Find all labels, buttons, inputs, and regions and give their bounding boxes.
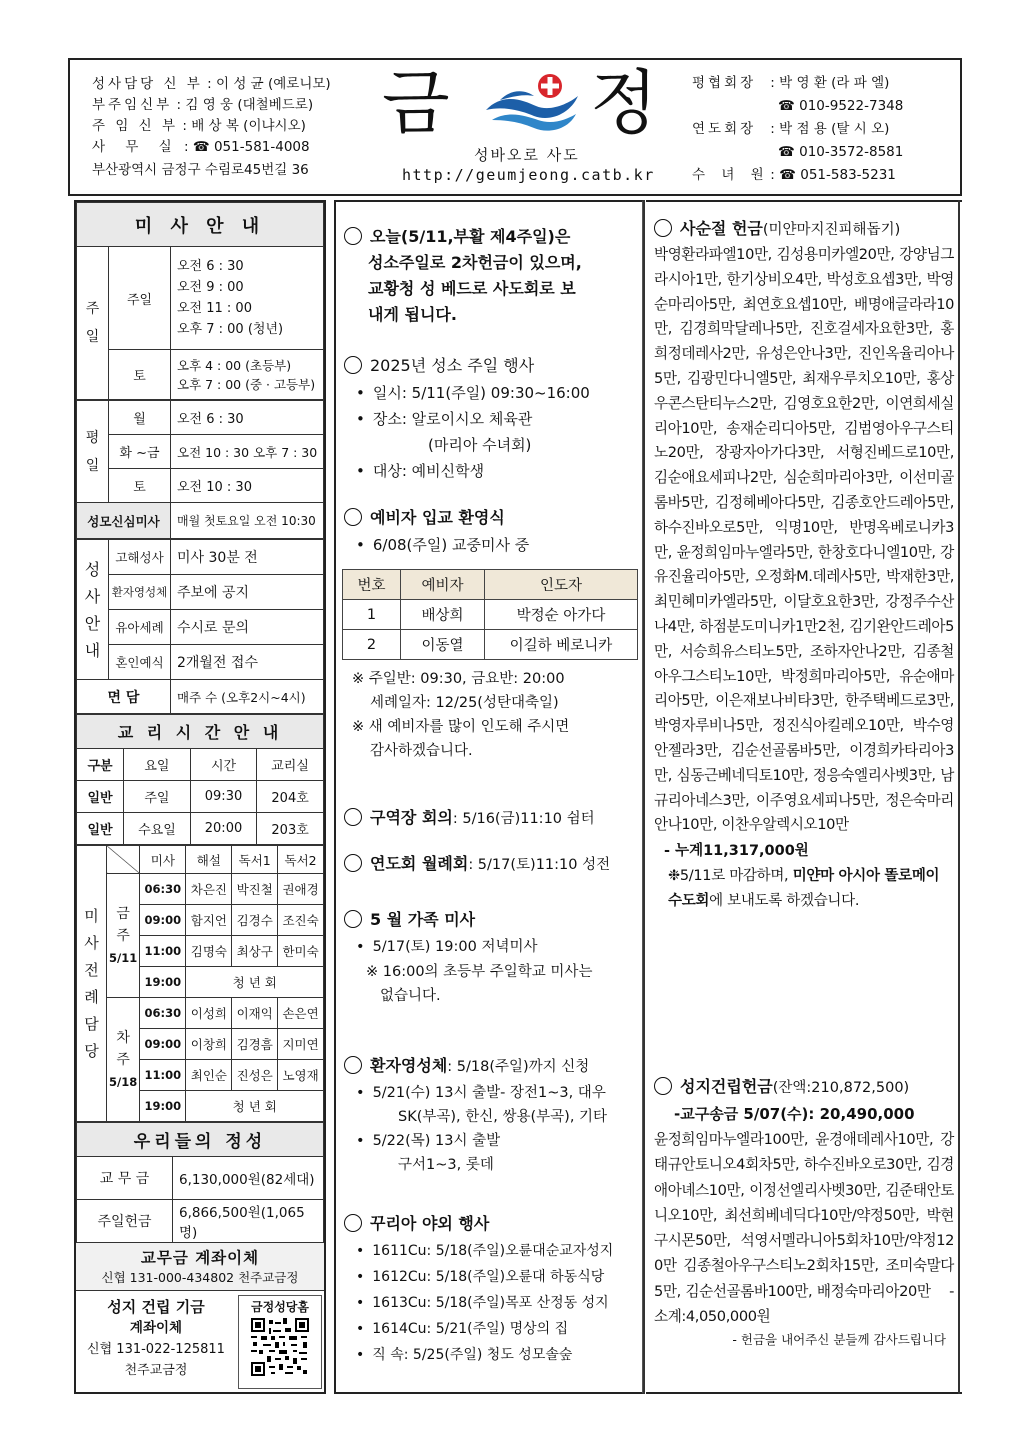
notice-text: 성소주일로 2차헌금이 있으며,: [368, 253, 582, 272]
convent-phone: 수 녀 원 : ☎ 051-583-5231: [692, 167, 896, 183]
lent-close-note: ❉5/11로 마감하며, 미얀마 아시아 똘로메이 수도회에 보내도록 하겠습니다.: [668, 868, 940, 910]
sunday-group: 주 일: [77, 247, 109, 400]
notice-title: 구역장 회의: 5/16(금)11:10 쉼터: [344, 804, 640, 833]
left-column: [74, 200, 326, 1394]
col-header: 해설: [186, 846, 232, 874]
lent-offering-section: [654, 216, 954, 914]
notice-line: • 1613Cu: 5/18(주일)목포 산정동 성지: [344, 1290, 640, 1316]
note-line: ※ 주일반: 09:30, 금요반: 20:00: [352, 671, 565, 687]
header-box: [68, 58, 962, 196]
table-cell: 손은연: [278, 998, 324, 1029]
notice-line: • 5/22(목) 13시 출발: [344, 1129, 640, 1153]
notice-line: 구서1~3, 롯데: [398, 1157, 494, 1173]
sunday-label: 주일: [109, 247, 171, 350]
col-header: 예비자: [401, 570, 485, 600]
notice-text: 교황청 성 베드로 사도회로 보: [368, 279, 576, 298]
mass-time: 06:30: [140, 874, 186, 905]
fund-info: 성지 건립 기금 계좌이체 신협 131-022-125811 천주교금정: [87, 1298, 225, 1378]
table-cell: 최인순: [186, 1060, 232, 1091]
mass-schedule-table: [76, 202, 324, 400]
parish-subtitle: 성바오로 사도: [474, 146, 580, 164]
building-donor-list: 윤정희임마누엘라100만, 윤경애데레사10만, 강태규안토니오4회차5만, 하수진바오로30만, 김경애아녜스10만, 이정선엘리사벳30만, 김준태안토니오10만, 최선희베네딕다10만/약정50만, 박현구시몬50만, 석영서멜라니아5회차10만/약정120만 김종철아우구스티노2회차15만, 조미숙말다5만, 김순선골롬바100만, 배정숙마리아20만 -소계:4,050,000원: [654, 1131, 954, 1326]
mass-time: 06:30: [140, 998, 186, 1029]
sacrament-value: 미사 30분 전: [171, 540, 324, 575]
notice-title: 환자영성체: 5/18(주일)까지 신청: [344, 1052, 640, 1081]
saturday-label: 토: [109, 350, 171, 400]
col-header: 독서1: [232, 846, 278, 874]
weekday-table: [76, 400, 324, 539]
table-cell: 박정순 아가다: [485, 600, 638, 630]
thanks-note: - 헌금을 내어주신 분들께 감사드립니다: [732, 1332, 946, 1348]
notice-text: 내게 됩니다.: [368, 305, 457, 324]
notice-district-meeting: [344, 804, 640, 833]
mon-time: 오전 6 : 30: [171, 401, 324, 435]
notice-line: • 장소: 알로이시오 체육관: [344, 406, 640, 432]
council-line: 평협회장 : 박 영 환 (라 파 엘): [692, 75, 890, 91]
saturday-times: 오후 4 : 00 (초등부) 오후 7 : 00 (중 · 고등부): [171, 350, 324, 400]
col-header: 번호: [343, 570, 401, 600]
table-cell: 한미숙: [278, 936, 324, 967]
table-cell: 이성희: [186, 998, 232, 1029]
offering-value: 6,130,000원(82세대): [173, 1157, 324, 1200]
wd-sat-label: 토: [109, 469, 171, 503]
table-cell: 청 년 회: [186, 1091, 324, 1122]
notice-line: • 6/08(주일) 교중미사 중: [344, 532, 640, 558]
notice-catechumen: [344, 504, 640, 558]
sacrament-table: [76, 539, 324, 714]
notice-family-mass: [344, 906, 640, 1008]
table-cell: 김경수: [232, 905, 278, 936]
col-header: 독서2: [278, 846, 324, 874]
notice-line: • 직 속: 5/25(주일) 청도 성모솔숲: [344, 1342, 640, 1368]
notice-line: • 1611Cu: 5/18(주일)오륜대순교자성지: [344, 1238, 640, 1264]
title-char-2: 정: [590, 62, 658, 144]
liturgy-group: 미 사 전 례 담 당: [77, 846, 107, 1122]
table-cell: 주일: [124, 781, 191, 813]
table-cell: 차은진: [186, 874, 232, 905]
notice-line: • 대상: 예비신학생: [344, 458, 640, 484]
table-cell: 09:30: [190, 781, 256, 813]
sacrament-label: 유아세례: [109, 610, 171, 645]
table-cell: 일반: [77, 813, 124, 845]
notice-line: (마리아 수녀회): [428, 436, 532, 454]
account-title: 교무금 계좌이체: [140, 1249, 260, 1267]
qr-code-icon: [251, 1318, 309, 1376]
notice-line: • 5/21(수) 13시 출발- 장전1~3, 대우: [344, 1081, 640, 1105]
table-cell: 일반: [77, 781, 124, 813]
notice-line: • 5/17(토) 19:00 저녁미사: [344, 934, 640, 960]
mass-time: 09:00: [140, 1029, 186, 1060]
building-fund-section: [654, 1074, 954, 1351]
offering-value: 6,866,500원(1,065명): [173, 1200, 324, 1243]
clergy-info: [92, 74, 331, 181]
notice-requiem-meeting: [344, 850, 640, 879]
table-cell: 203호: [257, 813, 324, 845]
liturgy-table: [76, 845, 324, 1122]
council-info: [692, 72, 962, 187]
catechumen-notes: [352, 667, 642, 763]
notice-title: 5 월 가족 미사: [344, 906, 640, 934]
fund-box: [76, 1291, 324, 1393]
diagonal-cell: [107, 846, 140, 874]
sacrament-group: 성 사 안 내: [77, 540, 109, 680]
table-cell: 이동열: [401, 630, 485, 660]
table-cell: 청 년 회: [186, 967, 324, 998]
notice-curia-event: [344, 1210, 640, 1368]
col-header: 구분: [77, 749, 124, 781]
this-week-label: 금 주 5/11: [107, 874, 140, 998]
offering-table: [76, 1122, 324, 1243]
office-phone: 사 무 실 : ☎ 051-581-4008: [92, 139, 310, 155]
parish-logo-icon: [478, 70, 588, 140]
sacrament-label: 고해성사: [109, 540, 171, 575]
col-header: 인도자: [485, 570, 638, 600]
sacrament-value: 주보에 공지: [171, 575, 324, 610]
mass-time: 11:00: [140, 1060, 186, 1091]
col-header: 요일: [124, 749, 191, 781]
wd-sat-time: 오전 10 : 30: [171, 469, 324, 503]
lent-total: - 누계11,317,000원: [664, 843, 809, 860]
account-line: 신협 131-000-434802 천주교금정: [101, 1270, 299, 1285]
catechumen-table: [342, 569, 638, 660]
table-cell: 진성은: [232, 1060, 278, 1091]
note-line: 감사하겠습니다.: [370, 743, 473, 759]
table-cell: 1: [343, 600, 401, 630]
table-cell: 김경흠: [232, 1029, 278, 1060]
sacrament-value: 2개월전 접수: [171, 645, 324, 680]
table-cell: 2: [343, 630, 401, 660]
offering-label: 주일헌금: [77, 1200, 173, 1243]
col-header: 시간: [190, 749, 256, 781]
lent-title: 사순절 헌금(미얀마지진피해돕기): [654, 216, 954, 243]
table-cell: 수요일: [124, 813, 191, 845]
notice-title: 2025년 성소 주일 행사: [344, 352, 640, 380]
interview-value: 매주 수 (오후2시~4시): [171, 680, 324, 714]
qr-box[interactable]: [238, 1295, 322, 1389]
notice-vocation-sunday: [344, 224, 640, 328]
bullet-circle-icon: [654, 219, 672, 237]
table-cell: 조진숙: [278, 905, 324, 936]
bullet-circle-icon: [344, 1056, 362, 1074]
bullet-circle-icon: [654, 1077, 672, 1095]
lent-donor-list: 박영환라파엘10만, 김성용미카엘20만, 강양님그라시아1만, 한기상비오4만, 박성호요셉3만, 박영순마리아5만, 최연호요셉10만, 배명애글라라10만, 김경희막달레나5만, 진호걸세자요한3만, 홍희정데레사2만, 유성은안나3만, 진인옥율리아나5만, 김광민다니엘5만, 최재우루치오10만, 홍상우콘스탄티누스2만, 김영호요한2만, 이연희세실리아10만, 송재순리디아5만, 김범영아우구스티노20만, 장광자아가다3만, 서형진베드로10만, 김순애요세피나2만, 심순희마리아3만, 이선미골롬바5만, 김정헤베아다5만, 김종호안드레아5만, 하수진바오로5만, 익명10만, 반명옥베로니카3만, 윤정희임마누엘라5만, 한창호다니엘10만, 강유진율리아5만, 오정화M.데레사5만, 박재한3만, 최민혜미카엘라5만, 이달호요한3만, 강정주수산나4만, 하점분도미니카1만2천, 김기완안드레아5만, 서승희유스티노5만, 조하자안나2만, 김종철아우그스티노10만, 박정희마리아5만, 유순애마리아5만, 이은재보나비타3만, 한주택베드로3만, 박영자루비나5만, 정진식아킬레오10만, 박수영안젤라3만, 김순선골롬바5만, 이경희카타리아3만, 심동근베네딕토10만, 정응숙엘리사벳3만, 남규리아네스3만, 이주영요세피나5만, 정은숙마리안나10만, 이찬우알렉시오10만: [654, 246, 954, 834]
table-cell: 이길하 베로니카: [485, 630, 638, 660]
table-cell: 204호: [257, 781, 324, 813]
sacrament-label: 혼인예식: [109, 645, 171, 680]
sacrament-label: 환자영성체: [109, 575, 171, 610]
catechism-time-title: 교 리 시 간 안 내: [77, 715, 324, 749]
offering-label: 교 무 금: [77, 1157, 173, 1200]
clergy-line: 주 임 신 부 : 배 상 복 (이냐시오): [92, 118, 306, 134]
notice-title: 꾸리아 야외 행사: [344, 1210, 640, 1238]
bullet-circle-icon: [344, 854, 362, 872]
account-box: [76, 1243, 324, 1291]
table-cell: 권애경: [278, 874, 324, 905]
table-cell: 노영재: [278, 1060, 324, 1091]
interview-label: 면 담: [77, 680, 171, 714]
note-line: 없습니다.: [380, 988, 441, 1004]
address: 부산광역시 금정구 수림로45번길 36: [92, 162, 309, 178]
tue-fri-label: 화 ~금: [109, 435, 171, 469]
clergy-line: 성사담당 신 부 : 이 성 균 (예로니모): [92, 76, 331, 92]
bullet-circle-icon: [344, 910, 362, 928]
col-header: 미사: [140, 846, 186, 874]
bullet-circle-icon: [344, 1214, 362, 1232]
notice-text: 오늘(5/11,부활 제4주일)은: [344, 224, 640, 250]
notice-title: 연도회 월례회: 5/17(토)11:10 성전: [344, 850, 640, 879]
notice-line: • 1614Cu: 5/21(주일) 명상의 집: [344, 1316, 640, 1342]
notice-sick-communion: [344, 1052, 640, 1177]
council-phone: ☎ 010-3572-8581: [778, 144, 904, 160]
notice-title: 예비자 입교 환영식: [344, 504, 640, 532]
bullet-circle-icon: [344, 356, 362, 374]
mass-time: 19:00: [140, 967, 186, 998]
table-cell: 20:00: [190, 813, 256, 845]
note-line: 세례일자: 12/25(성탄대축일): [370, 695, 559, 711]
bullet-circle-icon: [344, 508, 362, 526]
bullet-circle-icon: [344, 808, 362, 826]
table-cell: 박진철: [232, 874, 278, 905]
note-line: ※ 새 예비자를 많이 인도해 주시면: [352, 719, 570, 735]
parish-url[interactable]: http://geumjeong.catb.kr: [402, 166, 655, 184]
table-cell: 이재익: [232, 998, 278, 1029]
tue-fri-time: 오전 10 : 30 오후 7 : 30: [171, 435, 324, 469]
building-transfer: -교구송금 5/07(수): 20,490,000: [674, 1105, 915, 1123]
mass-time: 19:00: [140, 1091, 186, 1122]
col-header: 교리실: [257, 749, 324, 781]
qr-label: 금정성당홈: [251, 1300, 309, 1314]
table-cell: 지미연: [278, 1029, 324, 1060]
mass-time: 11:00: [140, 936, 186, 967]
catechism-time-table: [76, 714, 324, 845]
notice-line: • 일시: 5/11(주일) 09:30~16:00: [344, 380, 640, 406]
council-phone: ☎ 010-9522-7348: [778, 98, 904, 114]
table-cell: 이창희: [186, 1029, 232, 1060]
table-cell: 배상희: [401, 600, 485, 630]
title-char-1: 금: [382, 62, 450, 144]
mass-title: 미 사 안 내: [77, 203, 324, 247]
notice-line: SK(부곡), 한신, 쌍용(부곡), 기타: [398, 1109, 608, 1125]
bullet-circle-icon: [344, 227, 362, 245]
mon-label: 월: [109, 401, 171, 435]
next-week-label: 차 주 5/18: [107, 998, 140, 1122]
weekday-group: 평 일: [77, 401, 109, 503]
mass-time: 09:00: [140, 905, 186, 936]
right-border: [958, 200, 960, 1394]
table-cell: 김명숙: [186, 936, 232, 967]
sunday-times: 오전 6 : 30 오전 9 : 00 오전 11 : 00 오후 7 : 00 (청년): [171, 247, 324, 350]
offering-title: 우리들의 정성: [77, 1123, 324, 1157]
notice-line: • 1612Cu: 5/18(주일)오륜대 하동식당: [344, 1264, 640, 1290]
table-cell: 함지언: [186, 905, 232, 936]
notice-vocation-event: [344, 352, 640, 484]
column-divider: [643, 200, 645, 1394]
heart-mass-time: 매월 첫토요일 오전 10:30: [171, 503, 324, 539]
note-line: ※ 16:00의 초등부 주일학교 미사는: [366, 964, 593, 980]
building-title: 성지건립헌금(잔액:210,872,500): [654, 1074, 954, 1101]
heart-mass-label: 성모신심미사: [77, 503, 171, 539]
table-cell: 최상구: [232, 936, 278, 967]
clergy-line: 부주임신부 : 김 영 웅 (대철베드로): [92, 97, 314, 113]
sacrament-value: 수시로 문의: [171, 610, 324, 645]
council-line: 연도회장 : 박 점 용 (탈 시 오): [692, 121, 890, 137]
